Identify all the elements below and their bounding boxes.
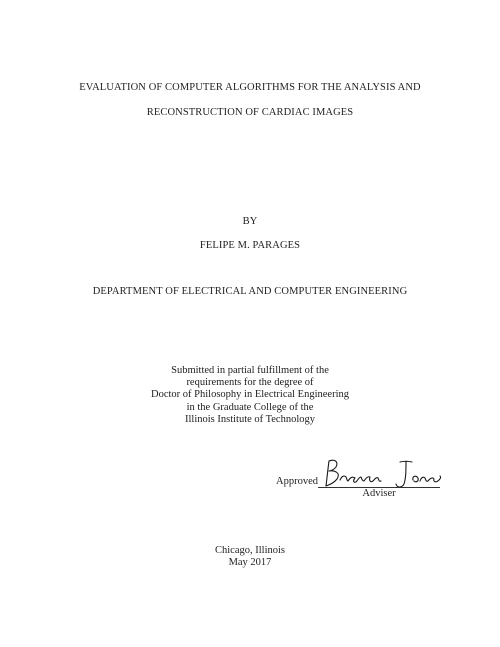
submission-line: Doctor of Philosophy in Electrical Engineering bbox=[151, 389, 349, 401]
by-label: BY bbox=[242, 216, 258, 227]
thesis-title-line-1: EVALUATION OF COMPUTER ALGORITHMS FOR THE ANALYSIS AND bbox=[79, 82, 421, 93]
department-name: DEPARTMENT OF ELECTRICAL AND COMPUTER ENGINEERING bbox=[92, 286, 408, 297]
adviser-signature bbox=[320, 456, 442, 490]
thesis-title-line-2: RECONSTRUCTION OF CARDIAC IMAGES bbox=[146, 107, 354, 118]
submission-line: in the Graduate College of the bbox=[186, 401, 314, 413]
place: Chicago, Illinois bbox=[215, 545, 285, 556]
date: May 2017 bbox=[228, 557, 272, 569]
author-name: FELIPE M. PARAGES bbox=[199, 240, 301, 251]
place-and-date bbox=[0, 545, 500, 569]
submission-line: requirements for the degree of bbox=[186, 377, 314, 389]
adviser-label: Adviser bbox=[362, 488, 396, 499]
approved-label: Approved bbox=[276, 476, 318, 487]
submission-statement bbox=[0, 365, 500, 426]
submission-line: Submitted in partial fulfillment of the bbox=[171, 365, 329, 376]
submission-line: Illinois Institute of Technology bbox=[184, 413, 315, 425]
